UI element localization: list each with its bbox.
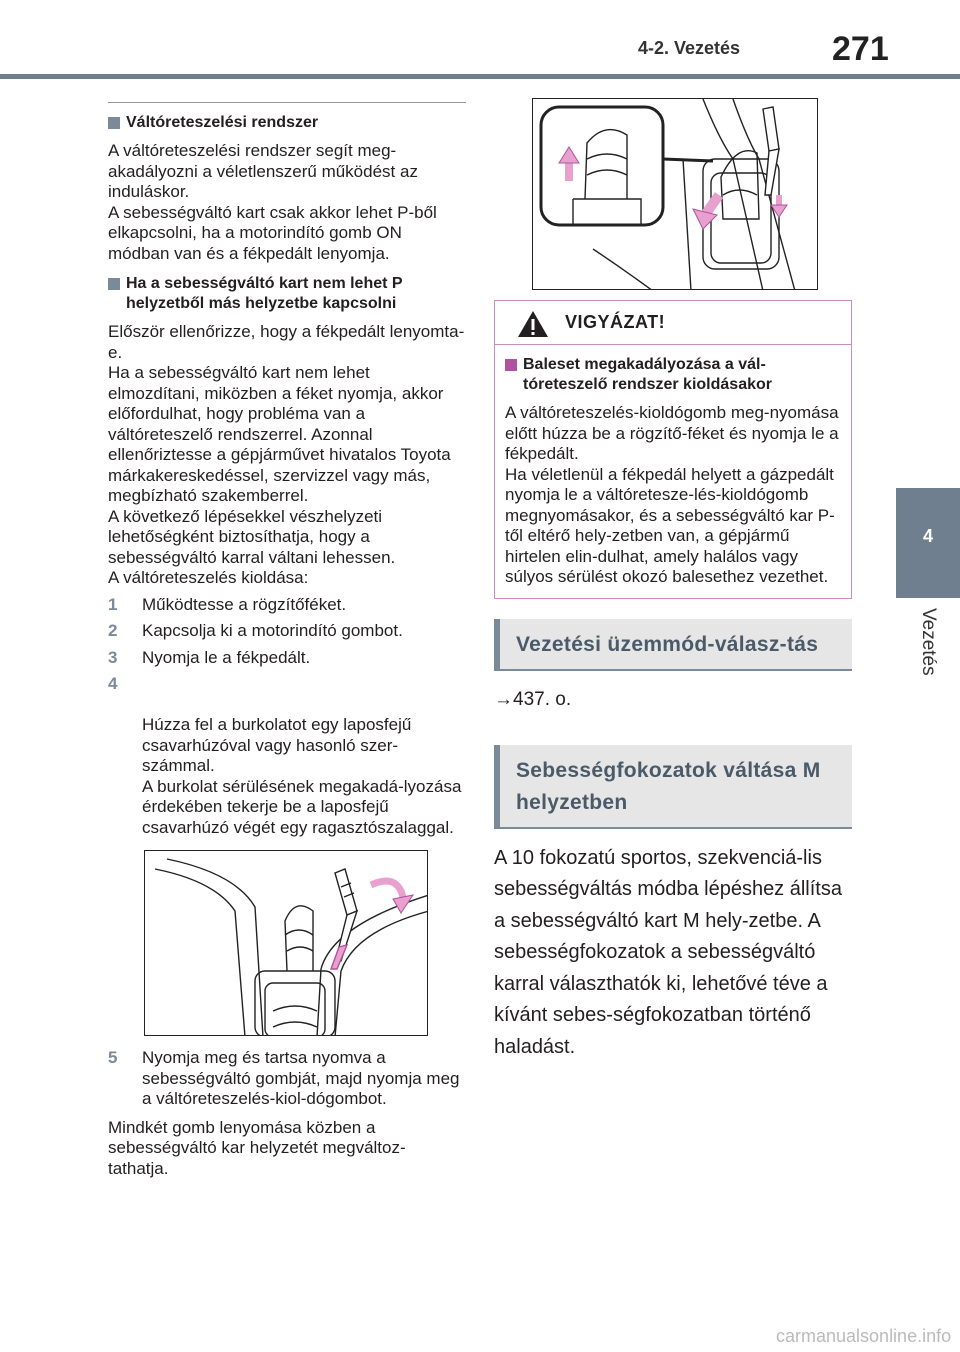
warning-title: VIGYÁZAT! [565,312,666,332]
step-number: 4 [108,674,118,693]
cannot-shift-paragraph: Először ellenőrizze, hogy a fékpedált lenyomta-e. Ha a sebességváltó kart nem lehet elmozdítani, miközben a féket nyomja, akkor előfordulhat, hogy probléma van a váltóreteszelő rendszerrel. Azonnal ellenőriztesse a gépjárművet hivatalos Toyota márkakereskedéssel, szervizzel vagy más, megbízható szakemberrel. A következő lépésekkel vészhelyzeti lehetőségként biztosíthatja, hogy a sebességváltó karral váltani lehessen. A váltóreteszelés kioldása: [108,322,465,587]
page-number: 271 [832,30,889,68]
warning-body [495,345,851,598]
step-text: Működtesse a rögzítőféket. [142,594,347,614]
section-header: 4-2. Vezetés [638,38,741,58]
watermark: carmanualsonline.info [776,1326,952,1346]
driving-mode-heading: Vezetési üzemmód-válasz-tás [516,632,819,656]
warning-subheading: Baleset megakadályozása a vál-tóreteszelő rendszer kioldásakor [505,355,841,395]
left-column [108,102,466,1189]
step-item [108,648,466,669]
step-text: Nyomja meg és tartsa nyomva a sebességváltó gombját, majd nyomja meg a váltóreteszelés-kiol-dógombot. [142,1048,460,1108]
lever-screwdriver-drawing [145,851,428,1036]
step-item [108,595,466,616]
warning-header [495,301,851,345]
lever-release-drawing [533,99,818,290]
step-number: 3 [108,647,118,667]
step-item [108,674,466,838]
page-cross-reference[interactable]: →437. o. [494,688,572,710]
chapter-number: 4 [922,526,933,546]
heading-cannot-shift: Ha a sebességváltó kart nem lehet P helyzetből más helyzetbe kapcsolni [108,274,466,314]
header-rule [0,74,960,79]
heading-shift-lock: Váltóreteszelési rendszer [108,113,466,133]
warning-box [494,300,852,599]
step-text: Kapcsolja ki a motorindító gombot. [142,621,403,640]
step-number: 5 [108,1048,118,1067]
m-position-heading: Sebességfokozatok váltása M helyzetben [516,758,821,814]
section-heading-m-position [494,745,852,829]
warning-triangle-icon [517,310,549,338]
m-position-paragraph: A 10 fokozatú sportos, szekvenciá-lis sebességváltás módba lépéshez állítsa a sebességváltó kart M hely-zetbe. A sebességfokozatok a sebességváltó karral választhatók ki, lehetővé téve a kívánt sebes-ségfokozatban történő haladást. [494,846,842,1058]
column-top-rule [108,102,466,103]
lever-release-illustration [532,98,818,290]
chapter-tab[interactable] [896,488,960,598]
steps-list [108,595,466,839]
step-number: 2 [108,621,118,640]
step-text: Nyomja le a fékpedált. [142,647,311,667]
chapter-label: Vezetés [918,608,939,676]
shift-lock-paragraph: A váltóreteszelési rendszer segít meg-akadályozni a véletlenszerű működést az induláskor. A sebességváltó kart csak akkor lehet P-ből elkapcsolni, ha a motorindító gomb ON módban van és a fékpedált lenyomja. [108,141,437,263]
step-number: 1 [108,594,118,614]
right-column [494,98,852,1063]
step-item [108,1048,466,1110]
warning-text: A váltóreteszelés-kioldógomb meg-nyomása előtt húzza be a rögzítő-féket és nyomja le a fékpedált. Ha véletlenül a fékpedál helyett a gázpedált nyomja le a váltóretesze-lés-kioldógomb megnyomásakor, és a sebességváltó kar P-től eltérő hely-zetben van, a gépjármű hirtelen elin-dulhat, amely halálos vagy súlyos sérülést okozó balesethez vezethet. [505,403,839,586]
chapter-label-tab [896,600,960,960]
shift-cover-illustration [144,850,428,1036]
step-text: Húzza fel a burkolatot egy laposfejű csavarhúzóval vagy hasonló szer-számmal. A burkolat sérülésének megakadá-lyozása érdekében tekerje be a laposfejű csavarhúzó végét egy ragasztószalaggal. [142,715,462,837]
step-item [108,621,466,642]
section-heading-driving-mode [494,619,852,671]
closing-paragraph: Mindkét gomb lenyomása közben a sebességváltó kar helyzetét megváltoz-tathatja. [108,1117,406,1178]
